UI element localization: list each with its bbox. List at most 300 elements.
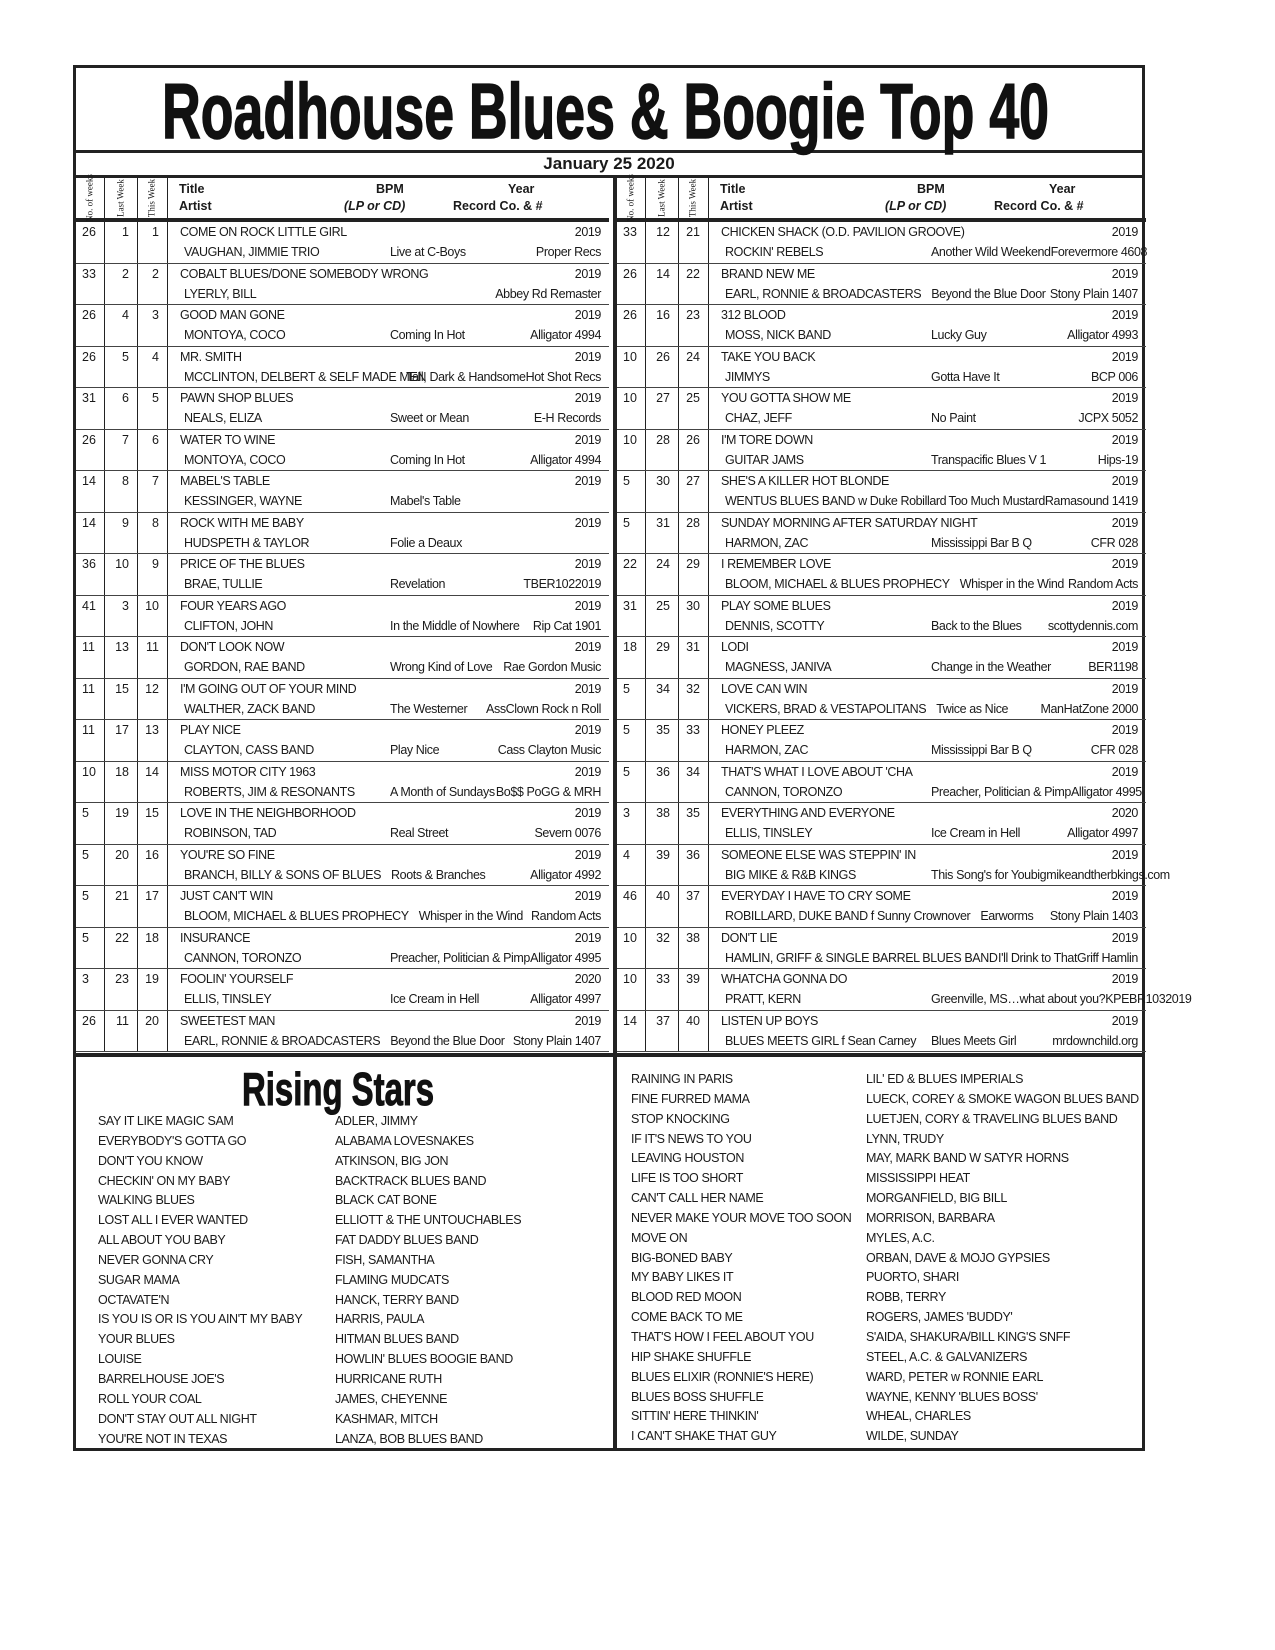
record-label: Stony Plain 1407	[512, 1033, 601, 1048]
release-year: 2019	[574, 847, 601, 862]
song-title: PLAY SOME BLUES	[721, 598, 831, 613]
last-week-rank: 39	[656, 847, 670, 862]
table-row	[617, 886, 1146, 928]
album-title: Play Nice	[390, 743, 440, 757]
title-line	[721, 516, 1138, 530]
this-week-rank: 32	[686, 681, 700, 696]
song-title: HONEY PLEEZ	[721, 723, 804, 737]
title-line	[721, 889, 1138, 903]
release-year: 2019	[1111, 308, 1138, 322]
last-week-rank: 21	[115, 889, 129, 903]
title-line	[180, 1014, 601, 1028]
artist-name: PRATT, KERN	[725, 992, 801, 1006]
album-title: Mississippi Bar B Q	[931, 535, 1032, 550]
rising-artist: KASHMAR, MITCH	[335, 1411, 438, 1426]
artist-line	[184, 411, 601, 425]
weeks-on-chart: 33	[623, 225, 637, 239]
title-line	[180, 516, 601, 530]
title-line	[180, 765, 601, 779]
title-line	[721, 848, 1138, 862]
rising-artist: LANZA, BOB BLUES BAND	[335, 1431, 483, 1446]
rising-song: SUGAR MAMA	[98, 1272, 180, 1287]
artist-name: BLUES MEETS GIRL f Sean Carney	[725, 1033, 917, 1048]
artist-line	[184, 453, 601, 467]
last-week-rank: 8	[122, 474, 129, 488]
last-week-rank: 32	[656, 930, 670, 945]
rising-artist: FAT DADDY BLUES BAND	[335, 1233, 479, 1248]
title-line	[180, 557, 601, 571]
table-row	[617, 720, 1146, 762]
row-divider	[617, 720, 646, 761]
rising-artist: MYLES, A.C.	[866, 1230, 935, 1245]
table-row	[76, 347, 609, 389]
artist-name: ROBERTS, JIM & RESONANTS	[184, 784, 355, 799]
artist-line	[725, 867, 1170, 882]
song-title: I REMEMBER LOVE	[721, 557, 831, 571]
header-this	[137, 178, 168, 218]
table-row	[617, 803, 1146, 845]
artist-line	[725, 287, 1138, 301]
this-week-rank: 14	[145, 764, 159, 779]
rising-song: BLUES BOSS SHUFFLE	[631, 1389, 764, 1404]
record-label: Proper Recs	[535, 245, 601, 259]
this-week-rank: 4	[152, 349, 159, 364]
artist-name: CLIFTON, JOHN	[184, 618, 274, 633]
rising-artist: HOWLIN' BLUES BOOGIE BAND	[335, 1352, 513, 1367]
row-divider	[76, 928, 105, 969]
last-week-rank: 35	[656, 723, 670, 737]
album-title: Preacher, Politician & Pimp	[931, 784, 1071, 799]
release-year: 2019	[1111, 889, 1138, 903]
rising-artist: HANCK, TERRY BAND	[335, 1292, 459, 1307]
weeks-on-chart: 26	[82, 432, 96, 447]
song-title: LISTEN UP BOYS	[721, 1013, 818, 1028]
weeks-on-chart: 5	[82, 847, 89, 862]
weeks-on-chart: 5	[82, 930, 89, 945]
weeks-on-chart: 14	[82, 474, 96, 488]
artist-name: MONTOYA, COCO	[184, 452, 286, 467]
title-line	[721, 806, 1138, 820]
title-line	[721, 682, 1138, 696]
svg-text:Roadhouse Blues & Boogie Top 4: Roadhouse Blues & Boogie Top 40	[162, 67, 1049, 155]
record-label: Alligator 4997	[530, 992, 601, 1006]
header-lp-cd: (LP or CD)	[344, 199, 406, 213]
rising-artist: WILDE, SUNDAY	[866, 1429, 959, 1444]
this-week-rank: 33	[686, 723, 700, 737]
header-this-label: This Week	[146, 178, 157, 218]
release-year: 2019	[574, 640, 601, 654]
album-title: Roots & Branches	[391, 867, 486, 882]
artist-line	[184, 287, 601, 301]
table-row	[76, 803, 609, 845]
table-row	[76, 637, 609, 679]
last-week-rank: 20	[115, 847, 129, 862]
song-title: MR. SMITH	[180, 349, 242, 364]
rising-song: MY BABY LIKES IT	[631, 1270, 734, 1285]
last-week-rank: 33	[656, 972, 670, 986]
record-label: scottydennis.com	[1047, 618, 1138, 633]
artist-line	[184, 909, 601, 923]
album-title: A Month of Sundays	[390, 784, 495, 799]
release-year: 2019	[574, 598, 601, 613]
album-title: Real Street	[390, 826, 449, 840]
weeks-on-chart: 10	[623, 391, 637, 405]
song-title: DON'T LIE	[721, 930, 778, 945]
release-year: 2019	[1111, 432, 1138, 447]
header-last-label: Last Week	[115, 179, 125, 217]
release-year: 2019	[574, 225, 601, 239]
record-label: JCPX 5052	[1078, 411, 1138, 425]
last-week-rank: 34	[656, 681, 670, 696]
rising-song: ROLL YOUR COAL	[98, 1391, 202, 1406]
row-divider	[76, 886, 105, 927]
weeks-on-chart: 5	[82, 889, 89, 903]
last-week-rank: 26	[656, 349, 670, 364]
weeks-on-chart: 26	[82, 349, 96, 364]
release-year: 2019	[1111, 847, 1138, 862]
album-title: Live at C-Boys	[390, 245, 466, 259]
album-title: No Paint	[931, 411, 976, 425]
artist-name: GORDON, RAE BAND	[184, 660, 305, 674]
record-label: Hot Shot Recs	[525, 369, 601, 384]
chart-date: January 25 2020	[76, 153, 1142, 178]
table-row	[76, 845, 609, 887]
title-line	[721, 391, 1138, 405]
rising-artists-list	[335, 1112, 521, 1449]
release-year: 2019	[574, 930, 601, 945]
last-week-rank: 23	[115, 972, 129, 986]
this-week-rank: 38	[686, 930, 700, 945]
chart-page	[73, 65, 1192, 1451]
rising-stars-title	[242, 1063, 442, 1115]
song-title: I'M GOING OUT OF YOUR MIND	[180, 681, 357, 696]
song-title: YOU GOTTA SHOW ME	[721, 391, 851, 405]
rising-artist: WAYNE, KENNY 'BLUES BOSS'	[866, 1389, 1038, 1404]
weeks-on-chart: 5	[623, 764, 630, 779]
album-title: Back to the Blues	[931, 618, 1022, 633]
artist-line	[184, 245, 601, 259]
release-year: 2019	[1111, 515, 1138, 530]
record-label: Alligator 4994	[530, 328, 601, 342]
release-year: 2019	[1111, 1013, 1138, 1028]
record-label: Alligator 4993	[1067, 328, 1138, 342]
chart-table-left	[76, 174, 609, 1053]
weeks-on-chart: 5	[623, 474, 630, 488]
release-year: 2019	[574, 432, 601, 447]
title-line	[180, 806, 601, 820]
header-record-co: Record Co. & #	[994, 199, 1084, 213]
table-row	[76, 596, 609, 638]
rising-song: HIP SHAKE SHUFFLE	[631, 1349, 752, 1364]
this-week-rank: 34	[686, 764, 700, 779]
table-row	[76, 886, 609, 928]
artist-line	[725, 453, 1138, 467]
record-label: TBER1022019	[523, 577, 601, 591]
album-title: Mabel's Table	[390, 494, 461, 508]
this-week-rank: 1	[152, 225, 159, 239]
record-label: Random Acts	[1068, 577, 1138, 591]
weeks-on-chart: 5	[82, 806, 89, 820]
header-last	[645, 178, 679, 218]
weeks-on-chart: 10	[82, 764, 96, 779]
release-year: 2019	[574, 1013, 601, 1028]
weeks-on-chart: 10	[623, 972, 637, 986]
record-label: BCP 006	[1090, 369, 1138, 384]
artist-name: HARMON, ZAC	[725, 535, 809, 550]
rising-artist: HURRICANE RUTH	[335, 1371, 442, 1386]
record-label: Ramasound 1419	[1044, 494, 1138, 508]
artist-name: DENNIS, SCOTTY	[725, 618, 825, 633]
album-title: Mississippi Bar B Q	[931, 743, 1032, 757]
rising-artist: LIL' ED & BLUES IMPERIALS	[866, 1072, 1024, 1086]
rising-stars-right	[613, 1057, 1146, 1448]
header-artist: Artist	[720, 199, 753, 213]
rising-song: OCTAVATE'N	[98, 1292, 170, 1307]
release-year: 2019	[574, 266, 601, 281]
weeks-on-chart: 26	[623, 308, 637, 322]
song-title: PLAY NICE	[180, 723, 241, 737]
last-week-rank: 9	[122, 515, 129, 530]
album-title: Sweet or Mean	[390, 411, 469, 425]
record-label: AssClown Rock n Roll	[486, 701, 601, 716]
header-weeks-label: No. of weeks	[84, 174, 95, 222]
row-divider	[617, 513, 646, 554]
record-label: Stony Plain 1403	[1049, 909, 1138, 923]
rising-song: ALL ABOUT YOU BABY	[98, 1233, 226, 1248]
rising-song: LOUISE	[98, 1352, 142, 1367]
release-year: 2019	[1111, 930, 1138, 945]
last-week-rank: 40	[656, 889, 670, 903]
rising-song: CHECKIN' ON MY BABY	[98, 1173, 231, 1188]
album-title: Change in the Weather	[931, 660, 1051, 674]
record-label: Alligator 4992	[530, 867, 601, 882]
this-week-rank: 29	[686, 557, 700, 571]
artist-name: BRAE, TULLIE	[184, 577, 263, 591]
last-week-rank: 17	[115, 723, 129, 737]
title-line	[180, 267, 601, 281]
table-row	[617, 762, 1146, 804]
album-title: I'll Drink to That	[998, 950, 1078, 965]
song-title: JUST CAN'T WIN	[180, 889, 273, 903]
artist-name: WENTUS BLUES BAND w Duke Robillard	[725, 494, 947, 508]
song-title: BRAND NEW ME	[721, 266, 815, 281]
song-title: DON'T LOOK NOW	[180, 640, 285, 654]
record-label: Hips-19	[1097, 452, 1138, 467]
rising-artist: PUORTO, SHARI	[866, 1270, 959, 1285]
svg-text:Rising Stars: Rising Stars	[242, 1063, 434, 1115]
last-week-rank: 12	[656, 225, 670, 239]
record-label: Abbey Rd Remaster	[495, 286, 601, 301]
table-row	[617, 928, 1146, 970]
rising-song: MOVE ON	[631, 1230, 688, 1245]
album-title: Transpacific Blues V 1	[931, 452, 1047, 467]
rising-artist: FISH, SAMANTHA	[335, 1252, 435, 1267]
record-label: Griff Hamlin	[1077, 950, 1138, 965]
this-week-rank: 12	[145, 681, 159, 696]
row-divider	[617, 679, 646, 720]
this-week-rank: 13	[145, 723, 159, 737]
header-last	[104, 178, 138, 218]
this-week-rank: 8	[152, 515, 159, 530]
release-year: 2019	[574, 723, 601, 737]
release-year: 2020	[574, 972, 601, 986]
rising-song: BARRELHOUSE JOE'S	[98, 1371, 225, 1386]
rising-artist: ALABAMA LOVESNAKES	[335, 1133, 474, 1148]
artist-line	[725, 1034, 1138, 1048]
song-title: LOVE CAN WIN	[721, 681, 808, 696]
last-week-rank: 25	[656, 598, 670, 613]
artist-line	[725, 411, 1138, 425]
artist-name: VICKERS, BRAD & VESTAPOLITANS	[725, 701, 927, 716]
song-title: WHATCHA GONNA DO	[721, 972, 848, 986]
song-title: YOU'RE SO FINE	[180, 847, 275, 862]
table-row	[617, 471, 1146, 513]
title-line	[180, 682, 601, 696]
title-line	[180, 931, 601, 945]
artist-name: WALTHER, ZACK BAND	[184, 701, 316, 716]
this-week-rank: 19	[145, 972, 159, 986]
rising-song: DON'T YOU KNOW	[98, 1153, 203, 1168]
weeks-on-chart: 14	[82, 515, 96, 530]
artist-name: BRANCH, BILLY & SONS OF BLUES	[184, 867, 382, 882]
weeks-on-chart: 11	[82, 723, 95, 737]
header-title: Title	[179, 182, 205, 196]
header-lp-cd: (LP or CD)	[885, 199, 947, 213]
rising-artist: HITMAN BLUES BAND	[335, 1332, 459, 1347]
album-title: Greenville, MS…what about you?	[931, 992, 1106, 1006]
header-record-co: Record Co. & #	[453, 199, 543, 213]
record-label: Alligator 4997	[1067, 826, 1138, 840]
title-line	[721, 765, 1138, 779]
record-label: Random Acts	[531, 909, 601, 923]
weeks-on-chart: 31	[623, 598, 637, 613]
rising-song: STOP KNOCKING	[631, 1111, 730, 1126]
artist-line	[184, 868, 601, 882]
song-title: ROCK WITH ME BABY	[180, 515, 304, 530]
album-title: Another Wild Weekend	[931, 245, 1051, 259]
weeks-on-chart: 10	[623, 930, 637, 945]
artist-line	[725, 660, 1138, 674]
this-week-rank: 24	[686, 349, 700, 364]
song-title: COME ON ROCK LITTLE GIRL	[180, 225, 347, 239]
rising-artist: WARD, PETER w RONNIE EARL	[866, 1369, 1044, 1384]
record-label: Severn 0076	[534, 826, 601, 840]
release-year: 2019	[1111, 764, 1138, 779]
last-week-rank: 7	[122, 432, 129, 447]
table-row	[617, 969, 1192, 1011]
record-label: E-H Records	[533, 411, 601, 425]
rising-artist: ROGERS, JAMES 'BUDDY'	[866, 1310, 1013, 1325]
artist-line	[725, 909, 1138, 923]
artist-line	[184, 992, 601, 1006]
rising-artist: MORGANFIELD, BIG BILL	[866, 1191, 1007, 1206]
release-year: 2019	[1111, 598, 1138, 613]
song-title: LOVE IN THE NEIGHBORHOOD	[180, 806, 356, 820]
album-title: Ice Cream in Hell	[390, 992, 480, 1006]
rising-songs-list	[631, 1070, 851, 1447]
title-line	[721, 931, 1138, 945]
weeks-on-chart: 22	[623, 557, 637, 571]
artist-name: MONTOYA, COCO	[184, 328, 286, 342]
artist-line	[725, 245, 1148, 259]
release-year: 2019	[574, 391, 601, 405]
song-title: MISS MOTOR CITY 1963	[180, 764, 316, 779]
song-title: THAT'S WHAT I LOVE ABOUT 'CHA	[721, 764, 913, 779]
title-line	[180, 599, 601, 613]
rising-artist: STEEL, A.C. & GALVANIZERS	[866, 1349, 1028, 1364]
artist-name: HUDSPETH & TAYLOR	[184, 535, 310, 550]
header-year: Year	[508, 182, 535, 196]
this-week-rank: 16	[145, 847, 159, 862]
this-week-rank: 40	[686, 1013, 700, 1028]
last-week-rank: 36	[656, 764, 670, 779]
artist-name: CANNON, TORONZO	[184, 950, 302, 965]
last-week-rank: 37	[656, 1013, 670, 1028]
weeks-on-chart: 41	[82, 598, 96, 613]
rising-song: NEVER GONNA CRY	[98, 1252, 214, 1267]
row-divider	[617, 762, 646, 803]
table-row	[76, 762, 609, 804]
chart-table-right	[613, 174, 1192, 1053]
table-row	[617, 430, 1146, 472]
artist-line	[725, 702, 1138, 716]
rising-artist: ROBB, TERRY	[866, 1290, 946, 1305]
record-label: Alligator 4995	[530, 950, 601, 965]
weeks-on-chart: 14	[623, 1013, 637, 1028]
record-label: Alligator 4994	[530, 452, 601, 467]
record-label: Cass Clayton Music	[497, 743, 601, 757]
title-line	[721, 972, 1138, 986]
album-title: Wrong Kind of Love	[390, 660, 493, 674]
header-this	[678, 178, 709, 218]
song-title: PAWN SHOP BLUES	[180, 391, 294, 405]
artist-line	[184, 826, 601, 840]
rising-song: THAT'S HOW I FEEL ABOUT YOU	[631, 1329, 814, 1344]
rising-artists-list	[866, 1070, 1139, 1447]
weeks-on-chart: 36	[82, 557, 96, 571]
record-label: Bo$$ PoGG & MRH	[495, 784, 601, 799]
last-week-rank: 14	[656, 266, 670, 281]
this-week-rank: 36	[686, 847, 700, 862]
this-week-rank: 28	[686, 515, 700, 530]
row-divider	[76, 803, 105, 844]
album-title: Coming In Hot	[390, 452, 465, 467]
record-label: CFR 028	[1090, 535, 1138, 550]
artist-line	[725, 992, 1192, 1006]
album-title: Twice as Nice	[936, 701, 1009, 716]
rising-stars-left	[76, 1057, 609, 1448]
weeks-on-chart: 11	[82, 681, 95, 696]
this-week-rank: 9	[152, 557, 159, 571]
this-week-rank: 37	[686, 889, 700, 903]
release-year: 2019	[1111, 640, 1138, 654]
title-line	[180, 972, 601, 986]
this-week-rank: 3	[152, 308, 159, 322]
last-week-rank: 24	[656, 557, 670, 571]
last-week-rank: 29	[656, 640, 670, 654]
album-title: Coming In Hot	[390, 328, 465, 342]
artist-line	[725, 619, 1138, 633]
artist-name: JIMMYS	[725, 369, 770, 384]
artist-line	[725, 494, 1138, 508]
artist-line	[184, 660, 601, 674]
rising-song: EVERYBODY'S GOTTA GO	[98, 1133, 247, 1148]
rising-artist: JAMES, CHEYENNE	[335, 1391, 448, 1406]
release-year: 2019	[574, 557, 601, 571]
weeks-on-chart: 26	[623, 266, 637, 281]
title-line	[180, 391, 601, 405]
artist-name: BLOOM, MICHAEL & BLUES PROPHECY	[184, 909, 409, 923]
